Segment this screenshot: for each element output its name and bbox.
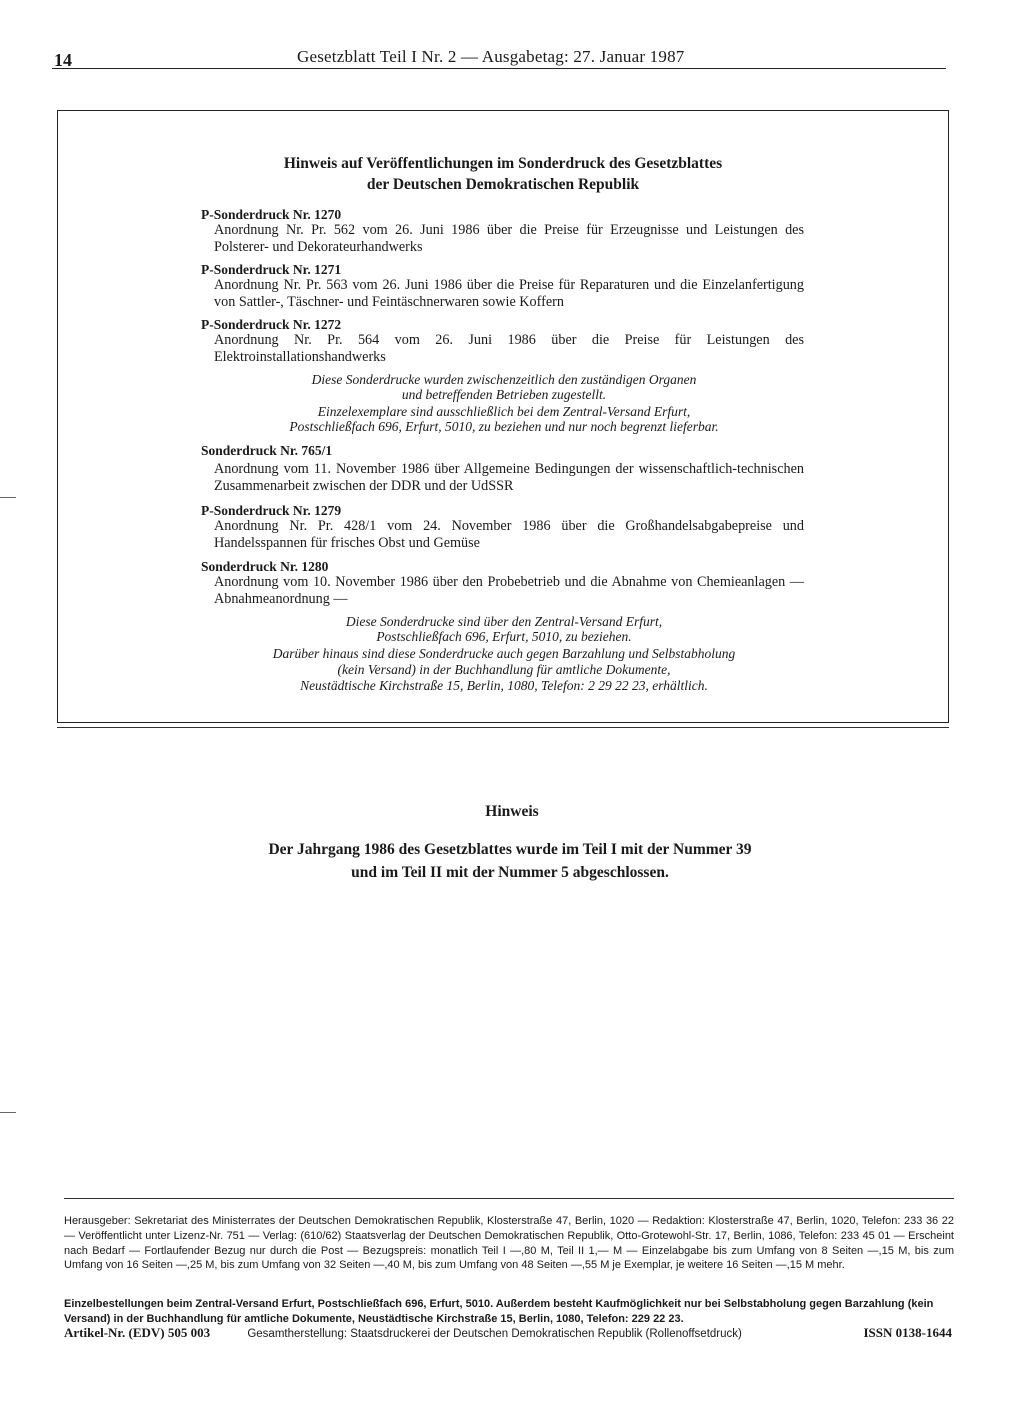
hinweis-text	[200, 838, 820, 884]
notice-note-line: (kein Versand) in der Buchhandlung für amtliche Dokumente,	[337, 662, 671, 677]
notice-note-line: Postschließfach 696, Erfurt, 5010, zu beziehen und nur noch begrenzt lieferbar.	[289, 419, 719, 434]
article-number: Artikel-Nr. (EDV) 505 003	[64, 1325, 211, 1340]
entry-text: Anordnung Nr. Pr. 428/1 vom 24. November 1986 über die Großhandelsabgabepreise und Handelsspannen für frisches Obst und Gemüse	[214, 518, 804, 551]
entry-text: Anordnung Nr. Pr. 563 vom 26. Juni 1986 über die Preise für Reparaturen und die Einzelanfertigung von Sattler-, Täschner- und Feintäschnerwaren sowie Koffern	[214, 277, 804, 310]
entry-text: Anordnung Nr. Pr. 564 vom 26. Juni 1986 über die Preise für Leistungen des Elektroinstallationshandwerks	[214, 332, 804, 365]
entry-label: Sonderdruck Nr. 1280	[201, 559, 329, 574]
entry-label: Sonderdruck Nr. 765/1	[201, 443, 333, 458]
margin-mark	[0, 497, 16, 498]
imprint-rule	[64, 1198, 954, 1199]
notice-note-line: Darüber hinaus sind diese Sonderdrucke auch gegen Barzahlung und Selbstabholung	[272, 646, 736, 661]
hinweis-line: und im Teil II mit der Nummer 5 abgeschlossen.	[351, 864, 669, 881]
notice-note-line: Neustädtische Kirchstraße 15, Berlin, 1080, Telefon: 2 29 22 23, erhältlich.	[300, 678, 708, 693]
entry-text: Anordnung Nr. Pr. 562 vom 26. Juni 1986 über die Preise für Erzeugnisse und Leistungen des Polsterer- und Dekorateurhandwerks	[214, 222, 804, 255]
notice-box	[57, 110, 949, 723]
notice-note-line: Einzelexemplare sind ausschließlich bei dem Zentral-Versand Erfurt,	[317, 404, 691, 419]
header-title: Gesetzblatt Teil I Nr. 2 — Ausgabetag: 27. Januar 1987	[297, 47, 685, 66]
notice-title-line1: Hinweis auf Veröffentlichungen im Sonderdruck des Gesetzblattes	[283, 155, 723, 172]
entry-label: P-Sonderdruck Nr. 1272	[201, 317, 342, 332]
entry-text: Anordnung vom 10. November 1986 über den Probebetrieb und die Abnahme von Chemieanlagen — Abnahmeanordnung —	[214, 574, 804, 607]
entry-label: P-Sonderdruck Nr. 1271	[201, 262, 342, 277]
hinweis-line: Der Jahrgang 1986 des Gesetzblattes wurde im Teil I mit der Nummer 39	[268, 841, 752, 858]
hinweis-heading: Hinweis	[485, 803, 539, 820]
entry-text: Anordnung vom 11. November 1986 über Allgemeine Bedingungen der wissenschaftlich-technischen Zusammenarbeit zwischen der DDR und der UdSSR	[214, 461, 804, 494]
margin-mark	[0, 1112, 16, 1113]
page-number: 14	[54, 50, 72, 70]
notice-note-line: Diese Sonderdrucke sind über den Zentral-Versand Erfurt,	[345, 614, 663, 629]
page-header	[52, 44, 946, 69]
box-bottom-rule	[57, 727, 949, 728]
entry-label: P-Sonderdruck Nr. 1279	[201, 503, 342, 518]
imprint-order: Einzelbestellungen beim Zentral-Versand Erfurt, Postschließfach 696, Erfurt, 5010. Außerdem besteht Kaufmöglichkeit nur bei Selbstabholung gegen Barzahlung (kein Versand) in der Buchhandlung für amtliche Dokumente, Neustädtische Kirchstraße 15, Berlin, 1080, Telefon: 229 22 23.	[64, 1298, 934, 1325]
notice-note-line: und betreffenden Betrieben zugestellt.	[401, 387, 607, 402]
printer-credit: Gesamtherstellung: Staatsdruckerei der Deutschen Demokratischen Republik (Rollenoffsetdruck)	[247, 1328, 742, 1340]
entry-label: P-Sonderdruck Nr. 1270	[201, 207, 342, 222]
imprint-main: Herausgeber: Sekretariat des Ministerrates der Deutschen Demokratischen Republik, Klosterstraße 47, Berlin, 1020 — Redaktion: Klosterstraße 47, Berlin, 1020, Telefon: 233 36 22 — Veröffentlicht unter Lizenz-Nr. 751 — Verlag: (610/62) Staatsverlag der Deutschen Demokratischen Republik, Otto-Grotewohl-Str. 17, Berlin, 1086, Telefon: 233 45 01 — Erscheint nach Bedarf — Fortlaufender Bezug nur durch die Post — Bezugspreis: monatlich Teil I —,80 M, Teil II 1,— M — Einzelabgabe bis zum Umfang von 8 Seiten —,15 M, bis zum Umfang von 16 Seiten —,25 M, bis zum Umfang von 32 Seiten —,40 M, bis zum Umfang von 48 Seiten —,55 M je Exemplar, je weitere 16 Seiten —,15 M mehr.	[64, 1215, 954, 1272]
notice-title-line2: der Deutschen Demokratischen Republik	[366, 176, 640, 193]
notice-note-line: Diese Sonderdrucke wurden zwischenzeitlich den zuständigen Organen	[311, 372, 697, 387]
imprint-bottom-line	[64, 1326, 954, 1342]
notice-note-line: Postschließfach 696, Erfurt, 5010, zu beziehen.	[376, 629, 632, 644]
issn: ISSN 0138-1644	[863, 1325, 952, 1340]
